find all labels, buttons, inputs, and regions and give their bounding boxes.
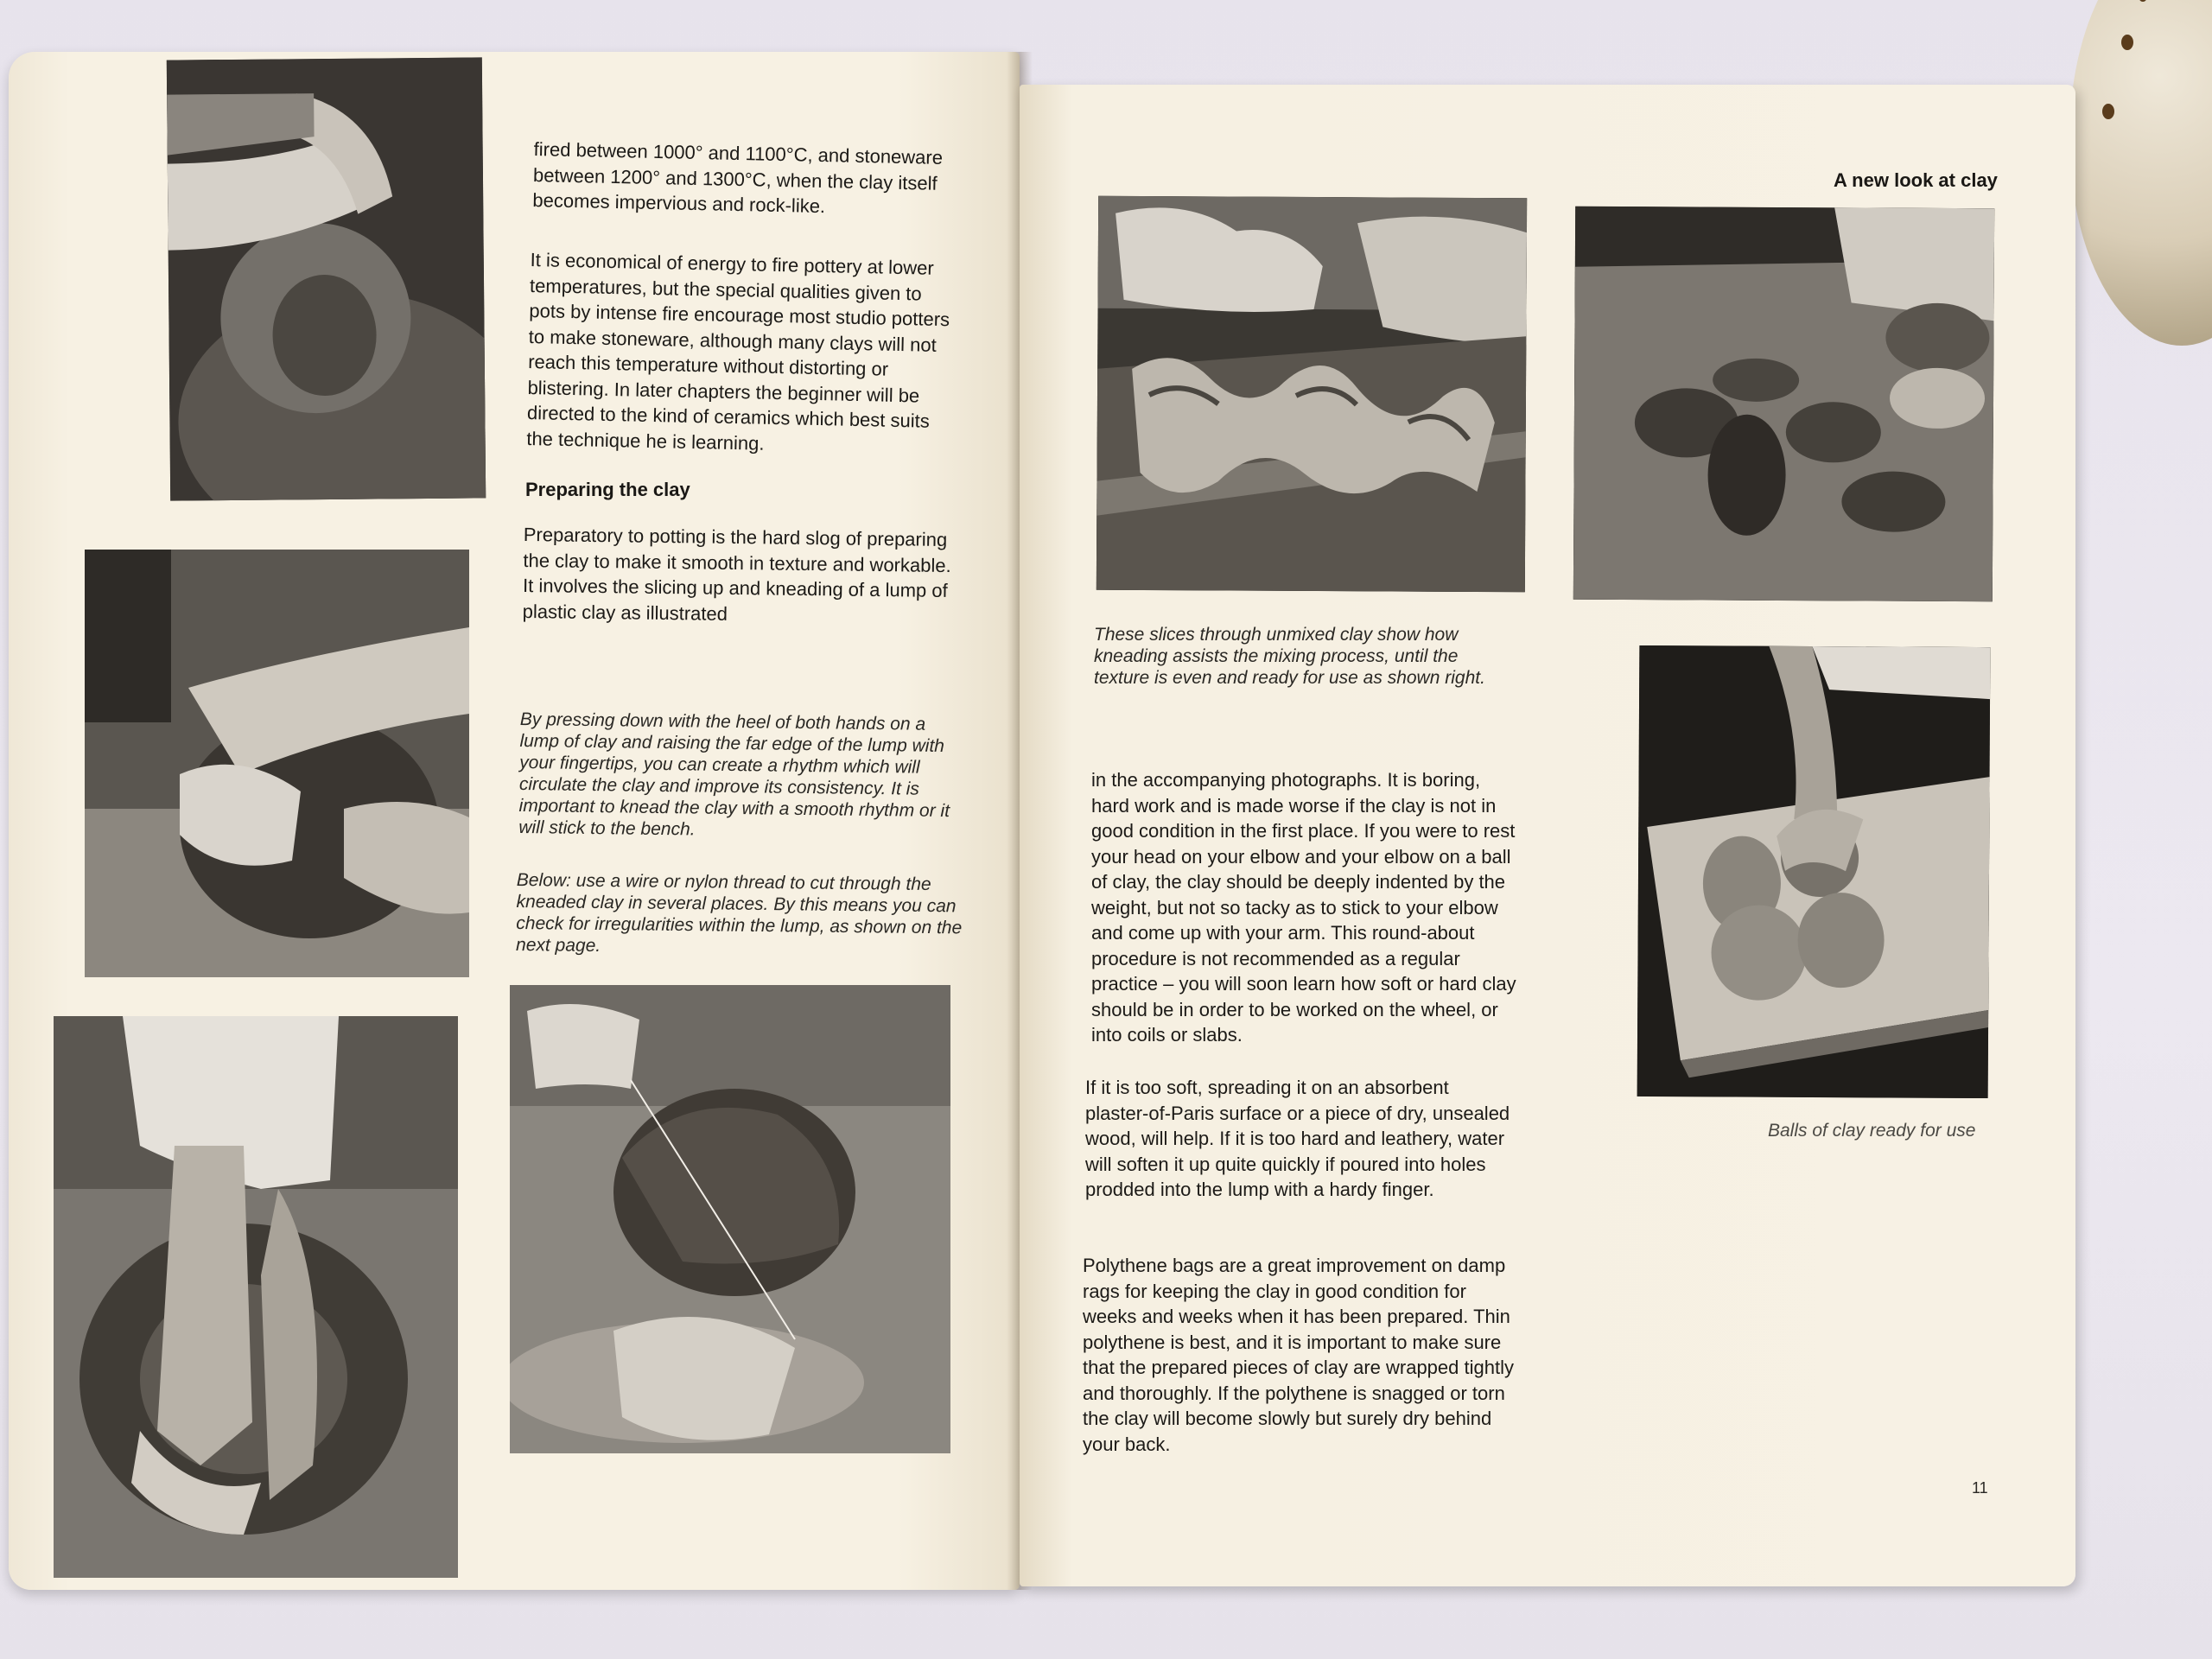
photo-clay-cut-pieces bbox=[1573, 207, 1994, 602]
caption-kneading: By pressing down with the heel of both hands on a lump of clay and raising the far edge of the lump with your fingertips, you can create a rhythm which will circulate the clay and improve its consistency. It is important to knead the clay with a smooth rhythm or it will stick to the bench. bbox=[518, 709, 950, 840]
photo-kneading-top bbox=[167, 57, 486, 500]
heading-preparing-clay: Preparing the clay bbox=[525, 479, 690, 500]
photo-clay-slices bbox=[1096, 196, 1527, 593]
caption-clay-balls: Balls of clay ready for use bbox=[1768, 1121, 1976, 1141]
paragraph-polythene: Polythene bags are a great improvement on damp rags for keeping the clay in good condition for weeks and weeks when it has been prepared. Thin polythene is best, and it is important to make sure that the prepared pieces of clay are wrapped tightly and thoroughly. If the polythene is snagged or torn the clay will become slowly but surely dry behind your back. bbox=[1083, 1255, 1514, 1455]
paragraph-accompanying: in the accompanying photographs. It is boring, hard work and is made worse if the clay is not in good condition in the first place. If you were to rest your head on your elbow and your elbow on a ball of clay, the clay should be deeply indented by the weight, but not so tacky as to stick to your elbow and come up with your arm. This round-about procedure is not recommended as a regular practice – you will soon learn how soft or hard clay should be in order to be worked on the wheel, or into coils or slabs. bbox=[1091, 769, 1516, 1046]
paragraph-preparing: Preparatory to potting is the hard slog of preparing the clay to make it smooth in texture and workable. It involves the slicing up and kneading of a lump of plastic clay as illustrated bbox=[522, 523, 951, 625]
running-head: A new look at clay bbox=[1834, 169, 1998, 191]
photo-wire-cutting bbox=[510, 985, 950, 1453]
photo-kneading-middle bbox=[85, 550, 469, 977]
paragraph-firing: fired between 1000° and 1100°C, and stoneware between 1200° and 1300°C, when the clay itself becomes impervious and rock-like. bbox=[532, 137, 944, 218]
caption-wire-cutting: Below: use a wire or nylon thread to cut through the kneaded clay in several places. By this means you can check for irregularities within the lump, as shown on the next page. bbox=[515, 869, 963, 957]
photo-clay-balls bbox=[1637, 645, 1991, 1098]
caption-clay-slices: These slices through unmixed clay show how kneading assists the mixing process, until the texture is even and ready for use as shown right. bbox=[1094, 625, 1485, 688]
page-number: 11 bbox=[1972, 1479, 1988, 1497]
paragraph-too-soft: If it is too soft, spreading it on an absorbent plaster-of-Paris surface or a piece of dry, unsealed wood, will help. If it is too hard and leathery, water will soften it up quite quickly if poured into holes prodded into the lump with a hardy finger. bbox=[1085, 1077, 1510, 1200]
photo-kneading-bottom bbox=[54, 1016, 458, 1578]
paragraph-energy: It is economical of energy to fire pottery at lower temperatures, but the special qualities given to pots by intense fire encourage most studio potters to make stoneware, although many clays will not reach this temperature without distorting or blistering. In later chapters the beginner will be directed to the kind of ceramics which best suits the technique he is learning. bbox=[526, 248, 950, 454]
